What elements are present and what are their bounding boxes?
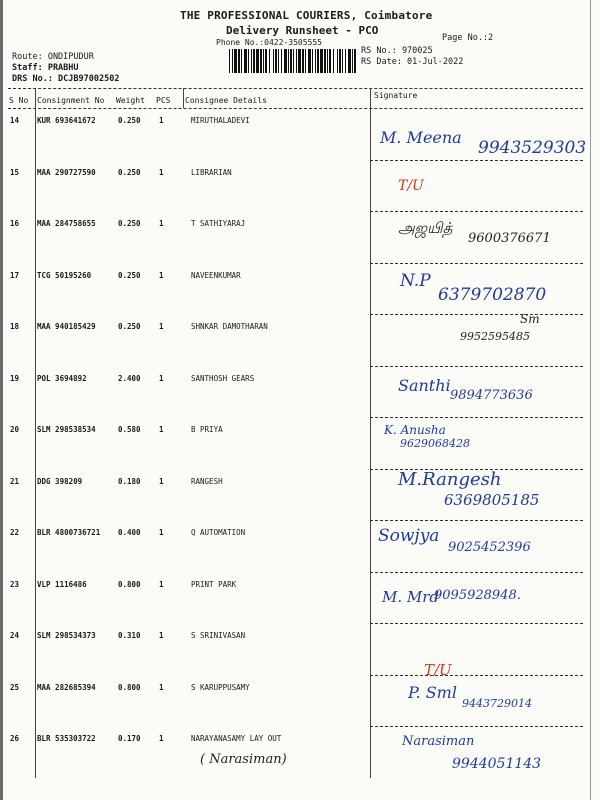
row-consignment: TCG 50195260 [37,270,92,280]
row-weight: 0.800 [118,579,141,589]
handwritten-phone: 9943529303 [478,138,587,158]
row-sno: 26 [10,734,20,743]
header-rule-top [8,88,583,89]
signature-handwriting: Sm [520,312,540,326]
signature-handwriting: Narasiman [402,734,475,749]
col-divider-pcs [183,88,184,108]
signature-handwriting: P. Sml [408,682,457,702]
row-consignee: NARAYANASAMY LAY OUT [191,734,282,743]
row-pcs: 1 [159,631,164,640]
row-sno: 23 [10,579,20,589]
row-consignment: MAA 282685394 [37,682,96,692]
row-pcs: 1 [159,734,164,743]
signature-handwriting: Santhi [398,375,451,395]
row-consignee: Q AUTOMATION [191,528,246,537]
signature-handwriting: N.P [400,270,431,291]
row-consignment: VLP 1116486 [37,579,87,589]
col-header-pcs: PCS [156,96,171,105]
handwritten-phone: 9629068428 [400,437,470,450]
row-consignee: RANGESH [191,476,223,486]
row-pcs: 1 [159,167,164,177]
row-consignee: PRINT PARK [191,579,237,589]
row-pcs: 1 [159,373,164,383]
row-sno: 21 [10,476,20,486]
row-divider [370,675,583,676]
row-consignee: SANTHOSH GEARS [191,373,255,383]
row-pcs: 1 [159,579,164,589]
row-sno: 14 [10,116,20,125]
row-divider [370,623,583,624]
handwritten-mark: T/U [424,660,452,679]
row-sno: 15 [10,167,20,177]
row-weight: 0.580 [118,425,141,434]
rs-date: RS Date: 01-Jul-2022 [361,57,464,67]
row-consignee: T SATHIYARAJ [191,219,246,228]
signature-handwriting: M.Rangesh [398,468,502,490]
row-consignee: NAVEENKUMAR [191,270,241,280]
row-pcs: 1 [159,682,164,692]
signature-handwriting: M. Mrd [382,587,440,606]
row-sno: 25 [10,682,20,692]
signature-handwriting: Sowjya [378,526,440,546]
row-divider [370,520,583,521]
staff: Staff: PRABHU [12,63,79,73]
row-consignee: S KARUPPUSAMY [191,682,250,692]
row-sno: 22 [10,528,20,537]
row-divider [370,366,583,367]
row-weight: 0.400 [118,528,141,537]
col-header-signature: Signature [374,91,418,100]
signature-handwriting: M. Meena [380,128,462,147]
row-weight: 2.400 [118,373,141,383]
col-divider-sno [35,88,36,778]
page-edge-right [590,0,591,800]
barcode [229,49,356,73]
row-divider [370,211,583,212]
row-divider [370,160,583,161]
company-name: THE PROFESSIONAL COURIERS, Coimbatore [180,9,433,22]
row-consignment: KUR 693641672 [37,116,96,125]
row-weight: 0.250 [118,219,141,228]
row-consignment: POL 3694892 [37,373,87,383]
handwritten-phone: 9894773636 [450,387,533,403]
handwritten-phone: 9443729014 [462,696,532,710]
handwritten-phone: 9944051143 [452,756,542,772]
row-consignee: MIRUTHALADEVI [191,116,250,125]
col-header-weight: Weight [116,96,145,105]
rs-number: RS No.: 970025 [361,46,433,56]
row-weight: 0.180 [118,476,141,486]
handwritten-phone: 6369805185 [444,490,540,509]
signature-handwriting: K. Anusha [384,423,446,437]
drs-number: DRS No.: DCJB97002502 [12,74,120,84]
row-consignment: SLM 298534373 [37,631,96,640]
row-pcs: 1 [159,528,164,537]
col-header-consignee: Consignee Details [185,96,267,105]
page-edge-left [0,0,3,800]
row-weight: 0.170 [118,734,141,743]
row-pcs: 1 [159,270,164,280]
col-header-consignment: Consignment No [37,96,105,105]
row-divider [370,417,583,418]
row-pcs: 1 [159,219,164,228]
row-consignment: SLM 298538534 [37,425,96,434]
row-weight: 0.250 [118,167,141,177]
handwritten-phone: 9025452396 [448,540,531,555]
row-pcs: 1 [159,322,164,331]
row-divider [370,572,583,573]
handwritten-phone: 9600376671 [468,231,551,246]
row-weight: 0.250 [118,270,141,280]
row-consignee: S SRINIVASAN [191,631,246,640]
row-consignee: B PRIYA [191,425,223,434]
row-consignee: SHNKAR DAMOTHARAN [191,322,268,331]
row-divider [370,263,583,264]
row-consignment: MAA 290727590 [37,167,96,177]
row-consignment: BLR 4800736721 [37,528,101,537]
handwritten-phone: 9952595485 [460,330,530,343]
runsheet-subtitle: Delivery Runsheet - PCO [226,24,379,37]
row-consignment: DDG 398209 [37,476,83,486]
handwritten-phone: 9095928948. [434,587,521,603]
handwritten-phone: 6379702870 [438,284,547,305]
row-sno: 20 [10,425,20,434]
row-pcs: 1 [159,425,164,434]
row-consignment: MAA 940185429 [37,322,96,331]
row-divider [370,726,583,727]
row-consignment: MAA 284758655 [37,219,96,228]
row-sno: 16 [10,219,20,228]
phone-number: Phone No.:0422-3505555 [216,38,322,47]
row-weight: 0.250 [118,322,141,331]
route: Route: ONDIPUDUR [12,52,94,62]
row-sno: 19 [10,373,20,383]
handwritten-note: ( Narasiman) [200,752,287,767]
row-weight: 0.310 [118,631,141,640]
row-divider [370,314,583,315]
page-number: Page No.:2 [442,33,494,43]
row-sno: 24 [10,631,20,640]
row-weight: 0.800 [118,682,141,692]
signature-handwriting: அஜயித் [398,219,453,237]
signature-handwriting: T/U [398,177,424,194]
row-sno: 18 [10,322,20,331]
header-rule-bottom [8,108,583,109]
row-consignee: LIBRARIAN [191,167,232,177]
row-pcs: 1 [159,476,164,486]
row-pcs: 1 [159,116,164,125]
row-weight: 0.250 [118,116,141,125]
col-header-sno: S No [9,96,29,105]
row-consignment: BLR 535303722 [37,734,96,743]
row-sno: 17 [10,270,20,280]
